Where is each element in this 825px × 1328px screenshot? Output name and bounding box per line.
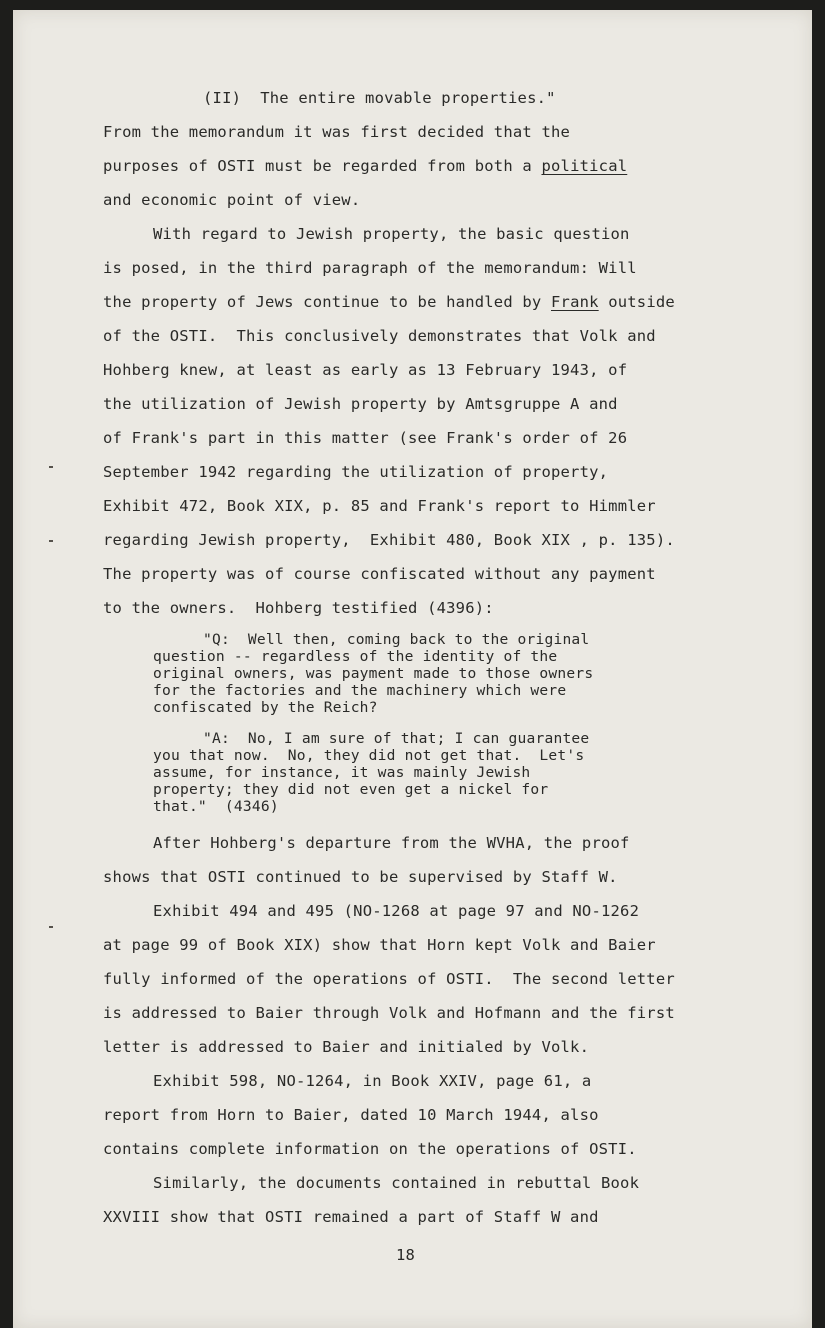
document-page: [13, 10, 812, 1328]
text-line: XXVIII show that OSTI remained a part of Staff W and: [103, 1208, 599, 1226]
text-line: With regard to Jewish property, the basic question: [153, 225, 630, 243]
text-line: of Frank's part in this matter (see Frank's order of 26: [103, 429, 628, 447]
margin-mark: [49, 466, 53, 468]
text-line: Similarly, the documents contained in rebuttal Book: [153, 1174, 640, 1192]
text-line: report from Horn to Baier, dated 10 March 1944, also: [103, 1106, 599, 1124]
text-line: letter is addressed to Baier and initialed by Volk.: [103, 1038, 590, 1056]
text-line: the property of Jews continue to be handled by Frank outside: [103, 293, 675, 311]
quote-line: for the factories and the machinery which were: [153, 682, 567, 699]
text-line: The property was of course confiscated without any payment: [103, 565, 656, 583]
text-line: at page 99 of Book XIX) show that Horn kept Volk and Baier: [103, 936, 656, 954]
margin-mark: [49, 540, 53, 542]
text-line: regarding Jewish property, Exhibit 480, Book XIX , p. 135).: [103, 531, 675, 549]
text-line: contains complete information on the operations of OSTI.: [103, 1140, 637, 1158]
quote-line: assume, for instance, it was mainly Jewish: [153, 764, 531, 781]
text-line: purposes of OSTI must be regarded from both a political: [103, 157, 628, 175]
text-line: and economic point of view.: [103, 191, 361, 209]
text-line: fully informed of the operations of OSTI. The second letter: [103, 970, 675, 988]
text-line: After Hohberg's departure from the WVHA, the proof: [153, 834, 630, 852]
text-line: (II) The entire movable properties.": [203, 89, 556, 107]
text-line: shows that OSTI continued to be supervised by Staff W.: [103, 868, 618, 886]
text-line: From the memorandum it was first decided that the: [103, 123, 571, 141]
quote-line: "Q: Well then, coming back to the original: [203, 631, 590, 648]
text-line: September 1942 regarding the utilization of property,: [103, 463, 609, 481]
text-line: of the OSTI. This conclusively demonstrates that Volk and: [103, 327, 656, 345]
quote-line: property; they did not even get a nickel for: [153, 781, 549, 798]
text-line: Hohberg knew, at least as early as 13 February 1943, of: [103, 361, 628, 379]
quote-line: original owners, was payment made to those owners: [153, 665, 594, 682]
margin-mark: [49, 926, 53, 928]
text-line: Exhibit 472, Book XIX, p. 85 and Frank's report to Himmler: [103, 497, 656, 515]
quote-line: confiscated by the Reich?: [153, 699, 378, 716]
quote-line: question -- regardless of the identity of the: [153, 648, 558, 665]
quote-line: "A: No, I am sure of that; I can guarantee: [203, 730, 590, 747]
text-line: Exhibit 598, NO-1264, in Book XXIV, page 61, a: [153, 1072, 592, 1090]
text-line: to the owners. Hohberg testified (4396):: [103, 599, 494, 617]
text-line: is addressed to Baier through Volk and Hofmann and the first: [103, 1004, 675, 1022]
text-line: is posed, in the third paragraph of the memorandum: Will: [103, 259, 637, 277]
page-number: 18: [396, 1246, 416, 1264]
quote-line: that." (4346): [153, 798, 279, 815]
quote-line: you that now. No, they did not get that. Let's: [153, 747, 585, 764]
text-line: the utilization of Jewish property by Amtsgruppe A and: [103, 395, 618, 413]
text-line: Exhibit 494 and 495 (NO-1268 at page 97 and NO-1262: [153, 902, 640, 920]
